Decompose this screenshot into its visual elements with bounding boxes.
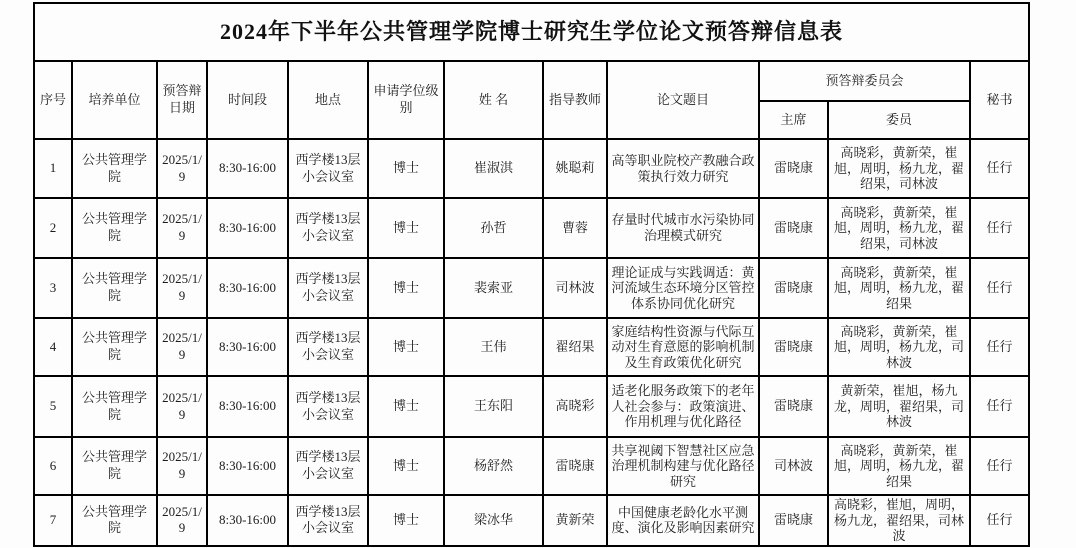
cell-advisor: 黄新荣 [543, 495, 607, 546]
cell-seq: 4 [34, 318, 72, 376]
cell-time: 8:30-16:00 [207, 495, 288, 546]
cell-location: 西学楼13层小会议室 [288, 198, 368, 258]
cell-degree: 博士 [368, 376, 444, 437]
cell-thesis: 中国健康老龄化水平测度、演化及影响因素研究 [607, 495, 759, 546]
cell-chair: 雷晓康 [759, 139, 828, 198]
col-header-members: 委员 [828, 101, 970, 139]
cell-degree: 博士 [368, 198, 444, 258]
cell-degree: 博士 [368, 495, 444, 546]
cell-chair: 雷晓康 [759, 258, 828, 318]
cell-unit: 公共管理学院 [72, 495, 157, 546]
cell-thesis: 存量时代城市水污染协同治理模式研究 [607, 198, 759, 258]
cell-date: 2025/1/9 [157, 139, 207, 198]
cell-seq: 2 [34, 198, 72, 258]
cell-unit: 公共管理学院 [72, 139, 157, 198]
cell-chair: 雷晓康 [759, 376, 828, 437]
cell-name: 王伟 [444, 318, 543, 376]
col-header-seq: 序号 [34, 61, 72, 139]
cell-members: 高晓彩，黄新荣，崔旭，周明，杨九龙，翟绍果 [828, 258, 970, 318]
cell-thesis: 家庭结构性资源与代际互动对生育意愿的影响机制及生育政策优化研究 [607, 318, 759, 376]
cell-date: 2025/1/9 [157, 318, 207, 376]
cell-chair: 雷晓康 [759, 318, 828, 376]
cell-seq: 7 [34, 495, 72, 546]
cell-location: 西学楼13层小会议室 [288, 437, 368, 495]
table-row [34, 495, 1029, 546]
cell-thesis: 适老化服务政策下的老年人社会参与：政策演进、作用机理与优化路径 [607, 376, 759, 437]
page-title: 2024年下半年公共管理学院博士研究生学位论文预答辩信息表 [34, 3, 1029, 61]
header-row-main [34, 61, 1029, 101]
cell-time: 8:30-16:00 [207, 318, 288, 376]
cell-advisor: 翟绍果 [543, 318, 607, 376]
col-header-committee: 预答辩委员会 [759, 61, 970, 101]
cell-chair: 雷晓康 [759, 198, 828, 258]
pre-defense-info-table [33, 2, 1030, 547]
cell-members: 高晓彩，黄新荣，崔旭，周明，杨九龙，司林波 [828, 318, 970, 376]
cell-date: 2025/1/9 [157, 376, 207, 437]
cell-unit: 公共管理学院 [72, 198, 157, 258]
col-header-time: 时间段 [207, 61, 288, 139]
cell-unit: 公共管理学院 [72, 437, 157, 495]
cell-advisor: 雷晓康 [543, 437, 607, 495]
col-header-thesis: 论文题目 [607, 61, 759, 139]
cell-secretary: 任行 [970, 495, 1029, 546]
col-header-location: 地点 [288, 61, 368, 139]
cell-location: 西学楼13层小会议室 [288, 495, 368, 546]
table-row [34, 258, 1029, 318]
cell-secretary: 任行 [970, 437, 1029, 495]
cell-unit: 公共管理学院 [72, 376, 157, 437]
table-row [34, 437, 1029, 495]
cell-location: 西学楼13层小会议室 [288, 139, 368, 198]
cell-name: 杨舒然 [444, 437, 543, 495]
col-header-unit: 培养单位 [72, 61, 157, 139]
cell-advisor: 司林波 [543, 258, 607, 318]
cell-unit: 公共管理学院 [72, 258, 157, 318]
cell-degree: 博士 [368, 258, 444, 318]
cell-time: 8:30-16:00 [207, 139, 288, 198]
cell-name: 孙哲 [444, 198, 543, 258]
cell-date: 2025/1/9 [157, 437, 207, 495]
col-header-advisor: 指导教师 [543, 61, 607, 139]
table-row [34, 198, 1029, 258]
cell-date: 2025/1/9 [157, 258, 207, 318]
cell-secretary: 任行 [970, 376, 1029, 437]
table-row [34, 139, 1029, 198]
cell-members: 高晓彩，黄新荣，崔旭，周明，杨九龙，翟绍果，司林波 [828, 139, 970, 198]
cell-members: 高晓彩，崔旭，周明，杨九龙，翟绍果，司林波 [828, 495, 970, 546]
cell-date: 2025/1/9 [157, 198, 207, 258]
cell-advisor: 姚聪莉 [543, 139, 607, 198]
cell-secretary: 任行 [970, 258, 1029, 318]
cell-thesis: 高等职业院校产教融合政策执行效力研究 [607, 139, 759, 198]
cell-name: 裴索亚 [444, 258, 543, 318]
cell-secretary: 任行 [970, 139, 1029, 198]
cell-degree: 博士 [368, 139, 444, 198]
cell-degree: 博士 [368, 318, 444, 376]
cell-thesis: 共享视阈下智慧社区应急治理机制构建与优化路径研究 [607, 437, 759, 495]
cell-name: 王东阳 [444, 376, 543, 437]
cell-chair: 司林波 [759, 437, 828, 495]
cell-members: 黄新荣，崔旭，杨九龙，周明，翟绍果，司林波 [828, 376, 970, 437]
cell-time: 8:30-16:00 [207, 198, 288, 258]
cell-seq: 3 [34, 258, 72, 318]
table-row [34, 318, 1029, 376]
cell-location: 西学楼13层小会议室 [288, 258, 368, 318]
cell-seq: 5 [34, 376, 72, 437]
cell-secretary: 任行 [970, 198, 1029, 258]
cell-advisor: 曹蓉 [543, 198, 607, 258]
title-row [34, 3, 1029, 61]
cell-chair: 雷晓康 [759, 495, 828, 546]
col-header-chair: 主席 [759, 101, 828, 139]
cell-location: 西学楼13层小会议室 [288, 318, 368, 376]
cell-time: 8:30-16:00 [207, 258, 288, 318]
cell-time: 8:30-16:00 [207, 376, 288, 437]
col-header-secretary: 秘书 [970, 61, 1029, 139]
cell-location: 西学楼13层小会议室 [288, 376, 368, 437]
cell-thesis: 理论证成与实践调适：黄河流域生态环境分区管控体系协同优化研究 [607, 258, 759, 318]
col-header-name: 姓 名 [444, 61, 543, 139]
col-header-date: 预答辩日期 [157, 61, 207, 139]
cell-seq: 6 [34, 437, 72, 495]
cell-seq: 1 [34, 139, 72, 198]
table-row [34, 376, 1029, 437]
cell-members: 高晓彩，黄新荣，崔旭，周明，杨九龙，翟绍果 [828, 437, 970, 495]
cell-secretary: 任行 [970, 318, 1029, 376]
cell-members: 高晓彩，黄新荣，崔旭，周明，杨九龙，翟绍果，司林波 [828, 198, 970, 258]
cell-name: 梁冰华 [444, 495, 543, 546]
cell-name: 崔淑淇 [444, 139, 543, 198]
cell-degree: 博士 [368, 437, 444, 495]
cell-date: 2025/1/9 [157, 495, 207, 546]
cell-advisor: 高晓彩 [543, 376, 607, 437]
cell-time: 8:30-16:00 [207, 437, 288, 495]
col-header-degree: 申请学位级别 [368, 61, 444, 139]
cell-unit: 公共管理学院 [72, 318, 157, 376]
